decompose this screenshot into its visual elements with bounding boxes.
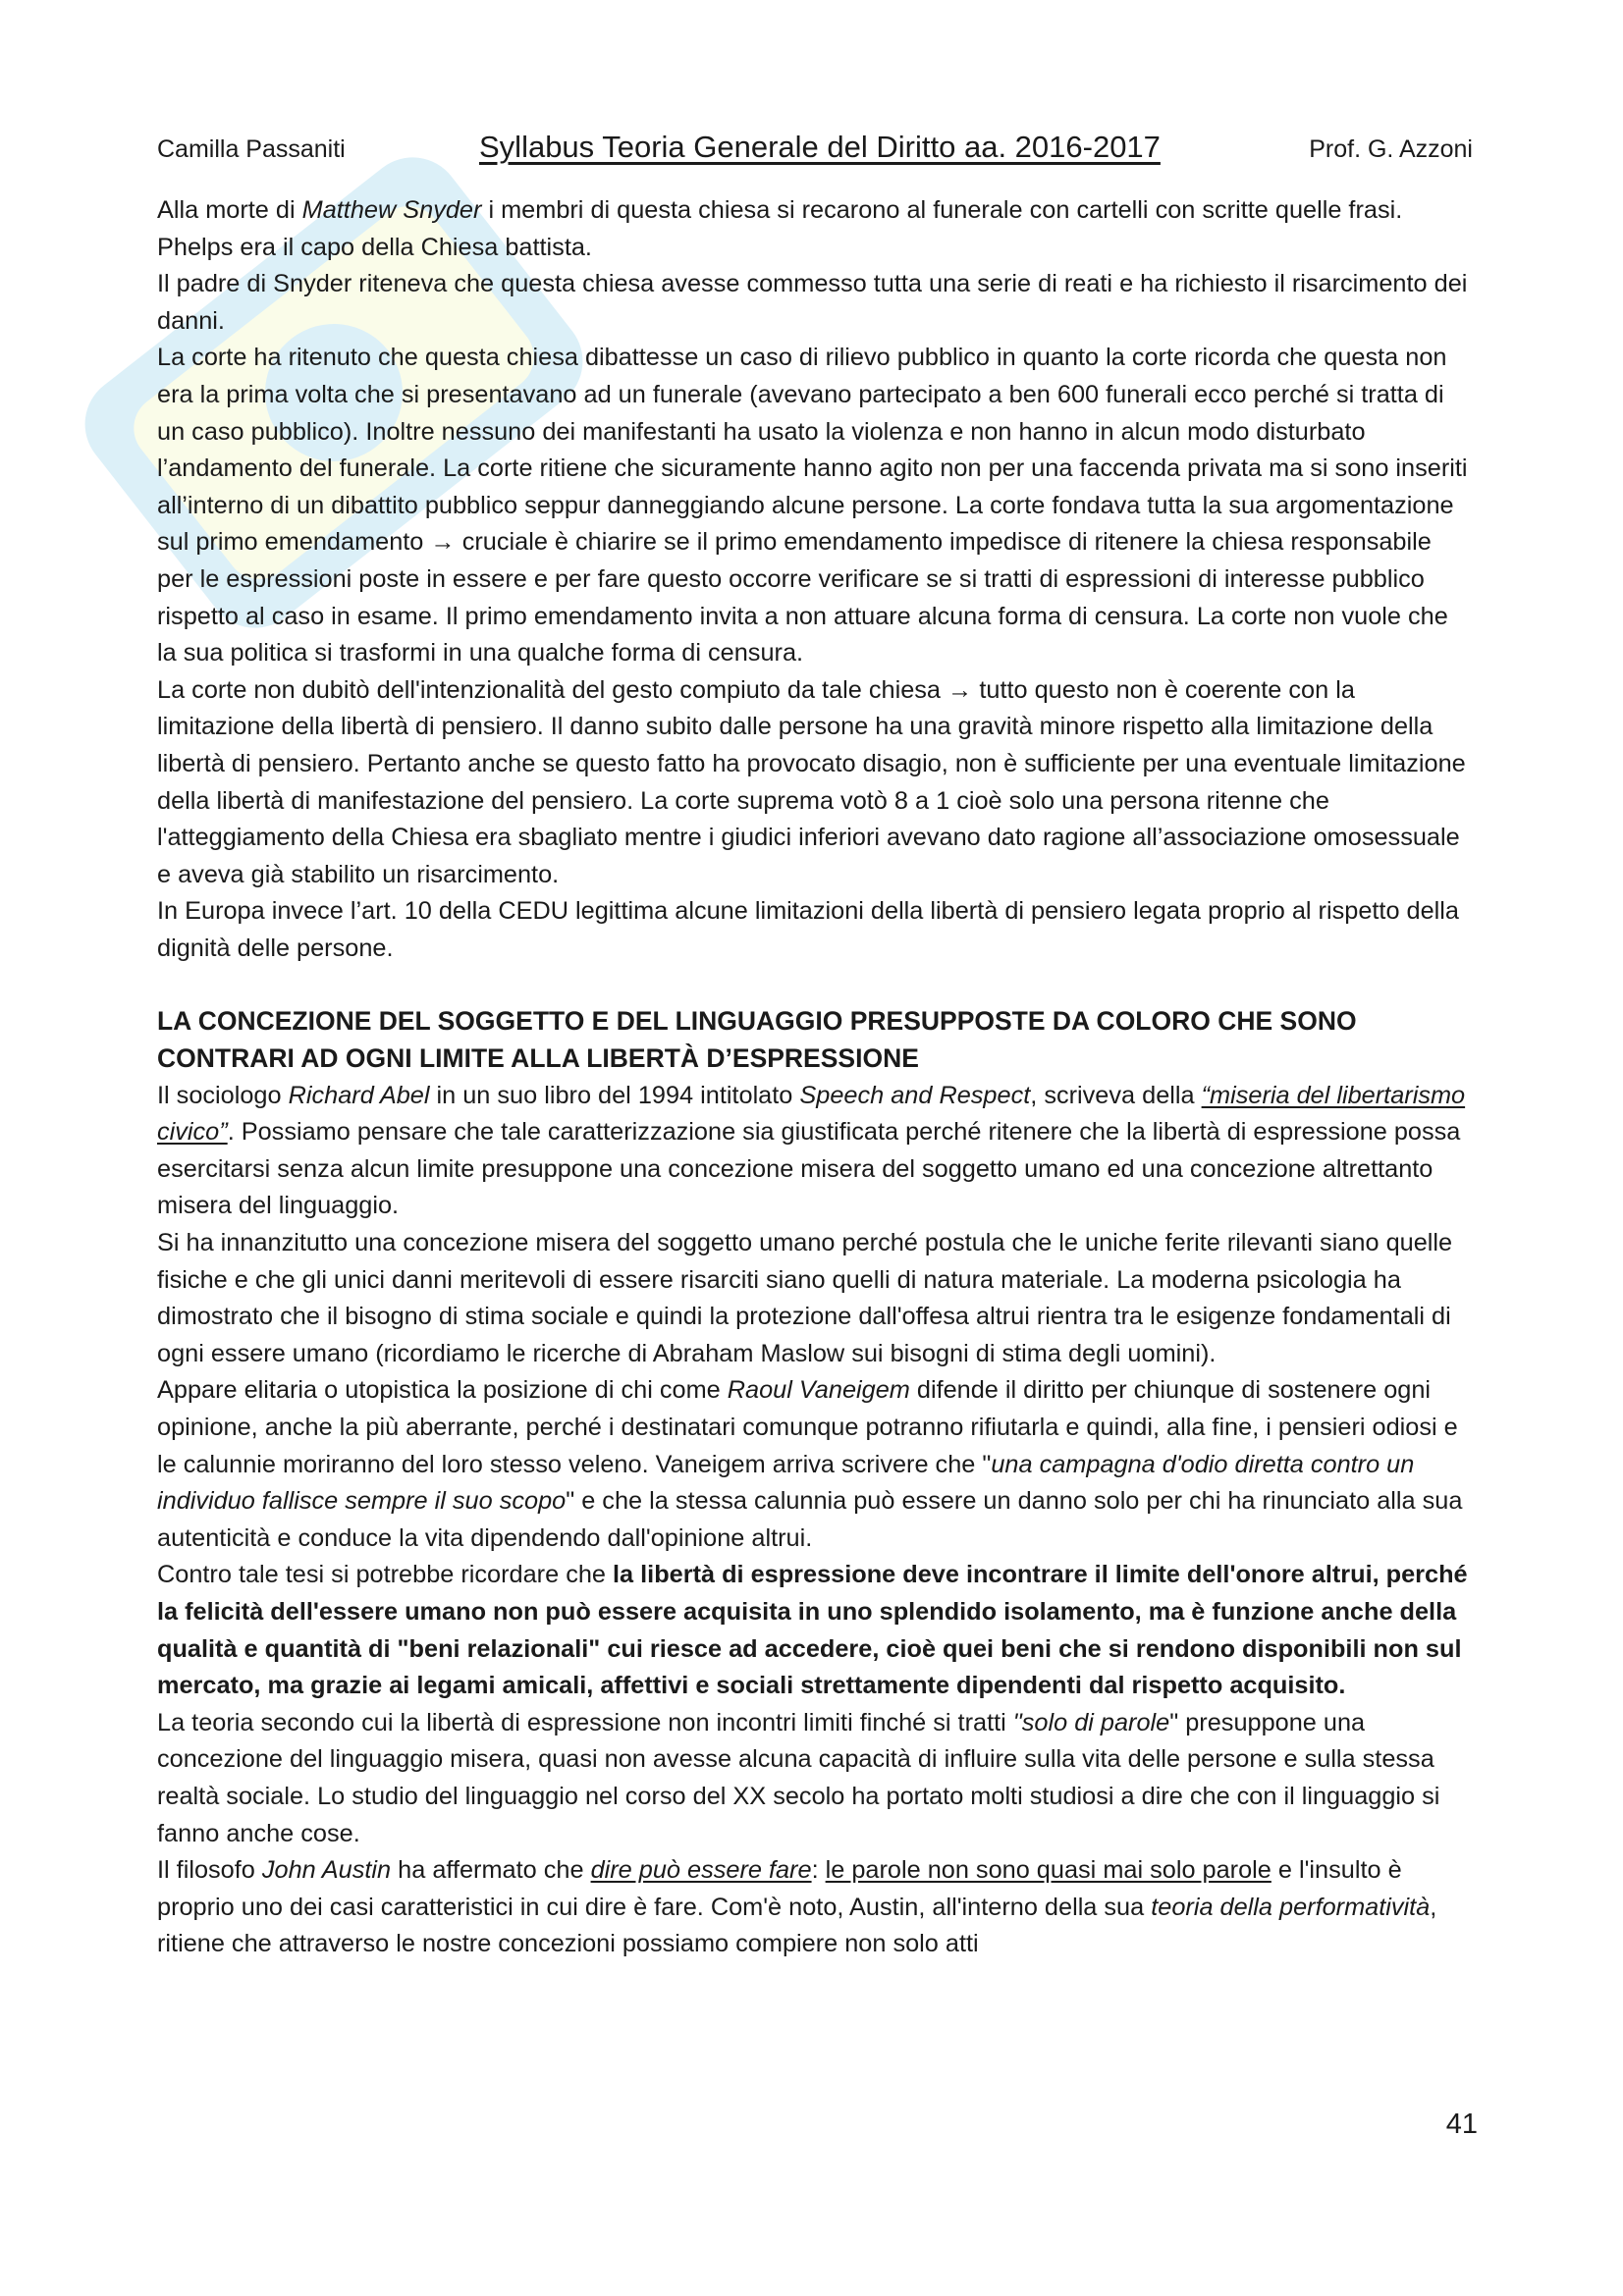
italic-text: teoria della performatività <box>1151 1893 1431 1921</box>
arrow-icon: → <box>430 528 456 557</box>
text-run: Contro tale tesi si potrebbe ricordare che <box>157 1561 614 1589</box>
page-header <box>157 130 1473 173</box>
paragraph <box>157 1225 1473 1372</box>
italic-text: dire può essere fare <box>590 1856 812 1885</box>
italic-text: Matthew Snyder <box>301 196 482 224</box>
header-author: Camilla Passaniti <box>157 135 346 163</box>
paragraph <box>157 1078 1473 1225</box>
text-run: . Possiamo pensare che tale caratterizzazione sia giustificata perché ritenere che la libertà di espressione possa esercitarsi senza alcun limite presuppone una concezione misera del soggetto umano ed una concezione altrettanto misera del linguaggio. <box>157 1118 1461 1220</box>
italic-text: John Austin <box>261 1856 392 1885</box>
text-run: in un suo libro del 1994 intitolato <box>429 1081 800 1109</box>
paragraph <box>157 1705 1473 1852</box>
text-run: La corte non dubitò dell'intenzionalità del gesto compiuto da tale chiesa <box>157 675 948 704</box>
italic-text: Raoul Vaneigem <box>727 1376 910 1405</box>
text-run: tutto questo non è coerente con la limitazione della libertà di pensiero. Il danno subito dalle persone ha una gravità minore rispetto alla limitazione della libertà di pensiero. Pertanto anche se questo fatto ha provocato disagio, non è sufficiente per una eventuale limitazione della libertà di manifestazione del pensiero. La corte suprema votò 8 a 1 cioè solo una persona ritenne che l'atteggiamento della Chiesa era sbagliato mentre i giudici inferiori avevano dato ragione all’associazione omosessuale e aveva già stabilito un risarcimento. <box>157 675 1466 888</box>
page-number: 41 <box>1445 2109 1478 2140</box>
text-run: La corte ha ritenuto che questa chiesa dibattesse un caso di rilievo pubblico in quanto la corte ricorda che questa non era la prima volta che si presentavano ad un funerale (avevano partecipato a ben 600 funerali ecco perché si tratta di un caso pubblico). Inoltre nessuno dei manifestanti ha usato la violenza e non hanno in alcun modo disturbato l’andamento del funerale. La corte ritiene che sicuramente hanno agito non per una faccenda privata ma si sono inseriti all’interno di un dibattito pubblico seppur danneggiando alcune persone. La corte fondava tutta la sua argomentazione sul primo emendamento <box>157 344 1468 557</box>
italic-text: “miseria del libertarismo civico” <box>157 1081 1466 1147</box>
arrow-icon: → <box>947 675 973 704</box>
text-run: In Europa invece l’art. 10 della CEDU legittima alcune limitazioni della libertà di pensiero legata proprio al rispetto della dignità delle persone. <box>157 897 1459 962</box>
text-run: LA CONCEZIONE DEL SOGGETTO E DEL LINGUAGGIO PRESUPPOSTE DA COLORO CHE SONO CONTRARI AD OGNI LIMITE ALLA LIBERTÀ D’ESPRESSIONE <box>157 1006 1357 1074</box>
text-run: : <box>811 1856 826 1885</box>
paragraph <box>157 893 1473 967</box>
paragraph <box>157 340 1473 671</box>
paragraph <box>157 1852 1473 1963</box>
text-run: le parole non sono quasi mai solo parole <box>825 1856 1271 1885</box>
italic-text: Speech and Respect <box>799 1081 1031 1109</box>
paragraph <box>157 1372 1473 1557</box>
header-title: Syllabus Teoria Generale del Diritto aa. 2016-2017 <box>479 130 1161 164</box>
text-run: , scriveva della <box>1030 1081 1202 1109</box>
text-run: i membri di questa chiesa si recarono al funerale con cartelli con scritte quelle frasi. Phelps era il capo della Chiesa battista. <box>157 196 1403 261</box>
text-run: La teoria secondo cui la libertà di espressione non incontri limiti finché si tratti <box>157 1708 1013 1736</box>
text-run: Si ha innanzitutto una concezione misera del soggetto umano perché postula che le uniche ferite rilevanti siano quelle fisiche e che gli unici danni meritevoli di essere risarciti siano quelli di natura materiale. La moderna psicologia ha dimostrato che il bisogno di stima sociale e quindi la protezione dall'offesa altrui rientra tra le esigenze fondamentali di ogni essere umano (ricordiamo le ricerche di Abraham Maslow sui bisogni di stima degli uomini). <box>157 1229 1453 1367</box>
italic-text: Richard Abel <box>288 1081 430 1109</box>
header-professor: Prof. G. Azzoni <box>1309 135 1473 163</box>
italic-text: "solo di parole <box>1012 1708 1170 1736</box>
text-run: Il padre di Snyder riteneva che questa chiesa avesse commesso tutta una serie di reati e ha richiesto il risarcimento dei danni. <box>157 270 1468 335</box>
text-run: e l'insulto è proprio uno dei casi caratteristici in cui dire è fare. Com'è noto, Austin, all'interno della sua <box>157 1856 1402 1921</box>
paragraph <box>157 192 1473 266</box>
text-run: cruciale è chiarire se il primo emendamento impedisce di ritenere la chiesa responsabile per le espressioni poste in essere e per fare questo occorre verificare se si tratti di espressioni di interesse pubblico rispetto al caso in esame. Il primo emendamento invita a non attuare alcuna forma di censura. La corte non vuole che la sua politica si trasformi in una qualche forma di censura. <box>157 528 1448 667</box>
paragraph <box>157 1557 1473 1704</box>
paragraph <box>157 266 1473 340</box>
italic-text: una campagna d'odio diretta contro un individuo fallisce sempre il suo scopo <box>157 1450 1415 1516</box>
text-run: Il sociologo <box>157 1081 289 1109</box>
bold-text: la libertà di espressione deve incontrare il limite dell'onore altrui, perché la felicità dell'essere umano non può essere acquisita in uno splendido isolamento, ma è funzione anche della qualità e quantità di "beni relazionali" cui riesce ad accedere, cioè quei beni che si rendono disponibili non sul mercato, ma grazie ai legami amicali, affettivi e sociali strettamente dipendenti dal rispetto acquisito. <box>157 1561 1468 1700</box>
section-heading <box>157 1003 1473 1077</box>
document-body <box>157 192 1473 1963</box>
paragraph-spacer <box>157 967 1473 1003</box>
paragraph <box>157 672 1473 894</box>
text-run: Appare elitaria o utopistica la posizione di chi come <box>157 1376 728 1405</box>
text-run: Il filosofo <box>157 1856 262 1885</box>
text-run: Alla morte di <box>157 196 302 224</box>
text-run: ha affermato che <box>391 1856 591 1885</box>
text-run: " presuppone una concezione del linguaggio misera, quasi non avesse alcuna capacità di influire sulla vita delle persone e sulla stessa realtà sociale. Lo studio del linguaggio nel corso del XX secolo ha portato molti studiosi a dire che con il linguaggio si fanno anche cose. <box>157 1708 1440 1847</box>
text-run: difende il diritto per chiunque di sostenere ogni opinione, anche la più aberrante, perché i destinatari comunque potranno rifiutarla e quindi, alla fine, i pensieri odiosi e le calunnie moriranno del loro stesso veleno. Vaneigem arriva scrivere che " <box>157 1376 1458 1478</box>
text-run: , ritiene che attraverso le nostre concezioni possiamo compiere non solo atti <box>157 1893 1437 1958</box>
text-run: " e che la stessa calunnia può essere un danno solo per chi ha rinunciato alla sua autenticità e conduce la vita dipendendo dall'opinione altrui. <box>157 1487 1463 1552</box>
